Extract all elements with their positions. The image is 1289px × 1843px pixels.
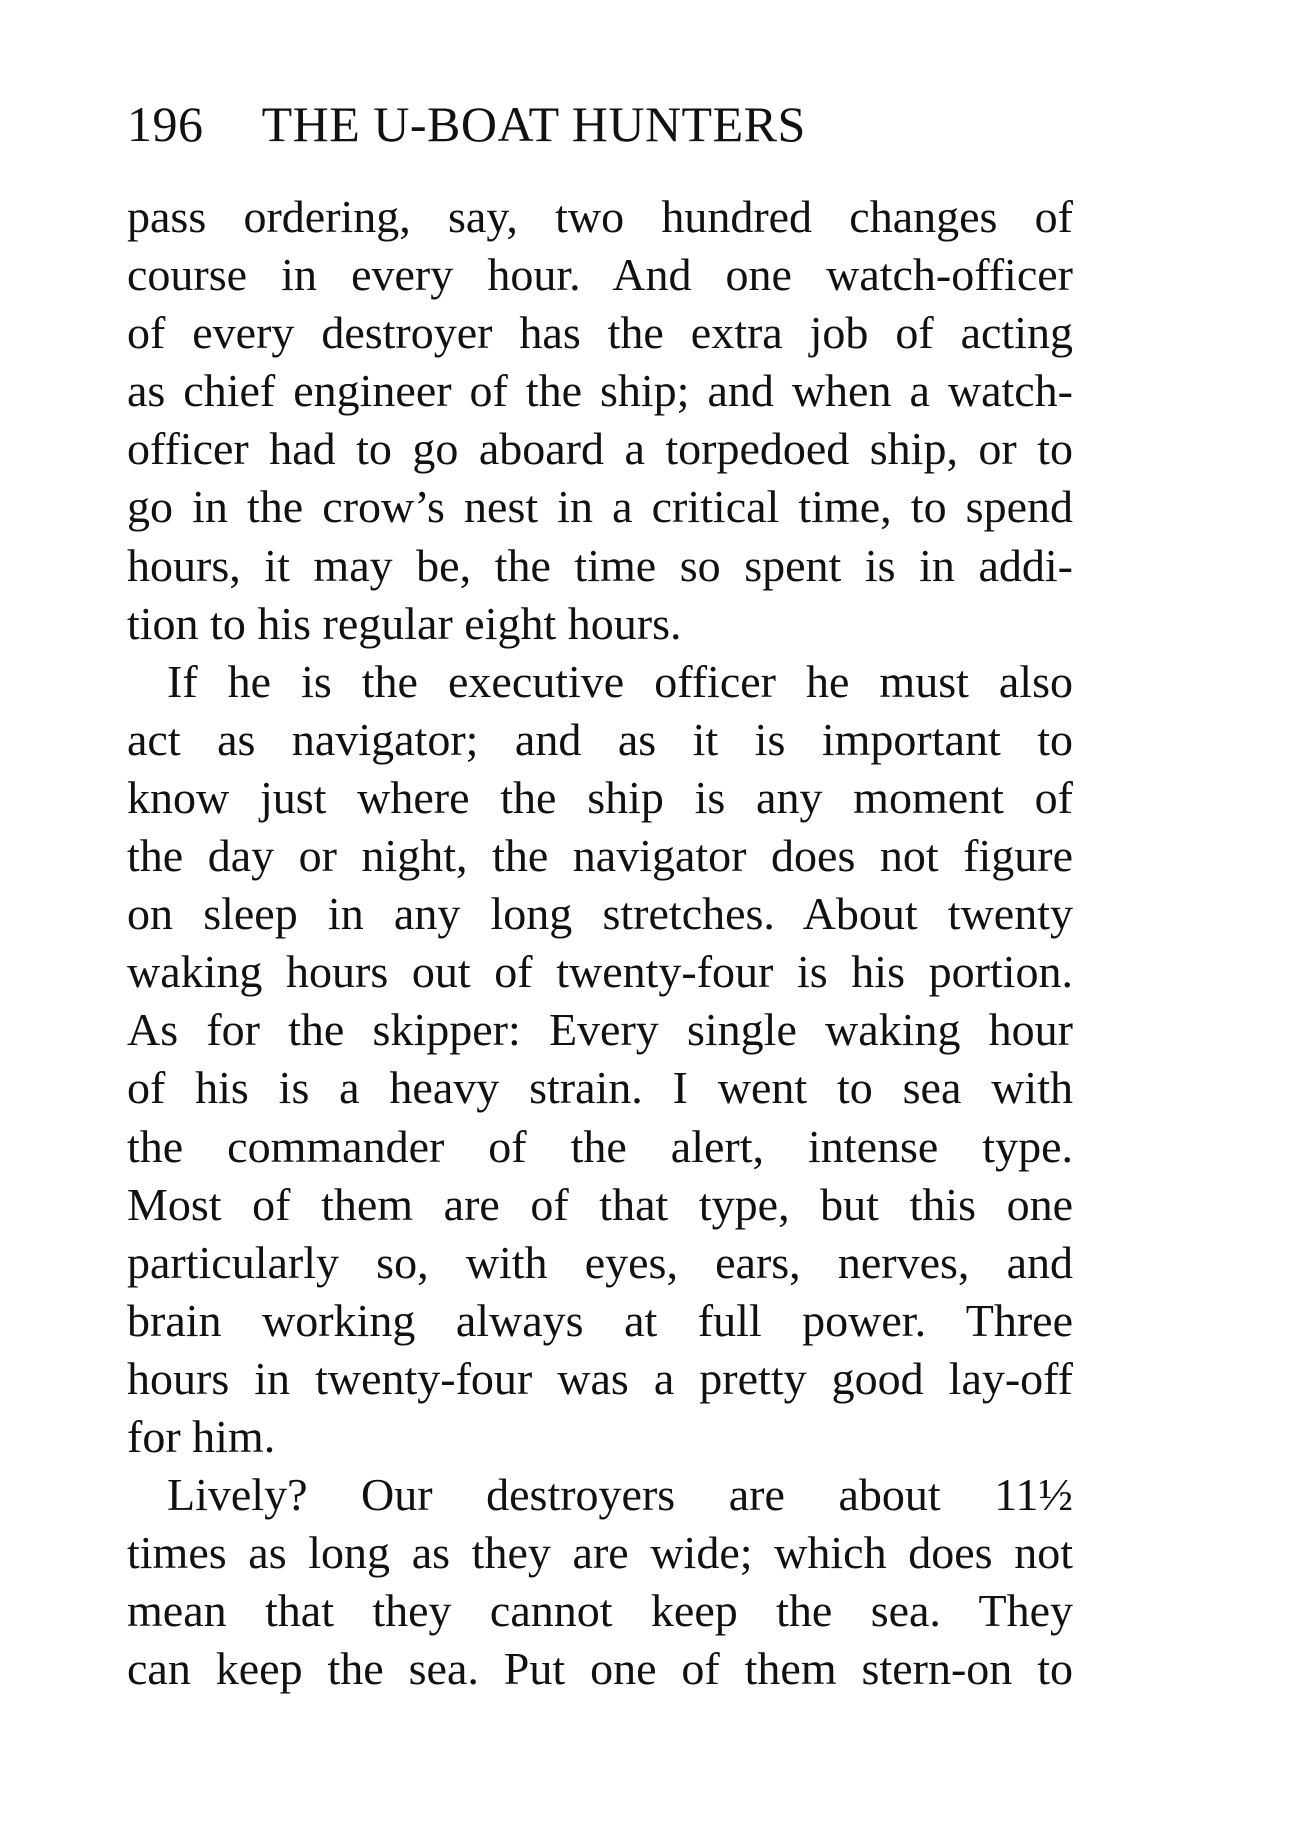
text-line: mean that they cannot keep the sea. They (127, 1585, 1073, 1637)
text-line: brain working always at full power. Three (127, 1294, 1073, 1346)
text-line: If he is the executive officer he must also (167, 655, 1073, 707)
text-line: times as long as they are wide; which does not (127, 1527, 1073, 1579)
text-line: the day or night, the navigator does not figure (127, 830, 1073, 882)
text-line: for him. (127, 1410, 276, 1462)
running-header (127, 95, 806, 153)
running-title: THE U-BOAT HUNTERS (261, 96, 806, 152)
text-line: go in the crow’s nest in a critical time, to spend (127, 481, 1073, 533)
text-line: Most of them are of that type, but this one (127, 1178, 1073, 1230)
text-line: hours, it may be, the time so spent is in addi- (127, 539, 1073, 591)
text-line: of his is a heavy strain. I went to sea with (127, 1062, 1073, 1114)
page-body-text (127, 188, 1073, 1698)
text-line: hours in twenty-four was a pretty good lay-off (127, 1352, 1073, 1404)
text-line: particularly so, with eyes, ears, nerves, and (127, 1236, 1073, 1288)
text-line: Lively? Our destroyers are about 11½ (167, 1469, 1073, 1521)
text-line: of every destroyer has the extra job of acting (127, 307, 1073, 359)
text-line: act as navigator; and as it is important to (127, 713, 1073, 765)
text-line: waking hours out of twenty-four is his portion. (127, 946, 1073, 998)
text-line: on sleep in any long stretches. About twenty (127, 888, 1073, 940)
text-line: course in every hour. And one watch-officer (127, 249, 1073, 301)
text-line: As for the skipper: Every single waking hour (127, 1004, 1073, 1056)
text-line: as chief engineer of the ship; and when a watch- (127, 365, 1073, 417)
text-line: can keep the sea. Put one of them stern-on to (127, 1643, 1073, 1695)
text-line: pass ordering, say, two hundred changes of (127, 191, 1073, 242)
text-line: know just where the ship is any moment of (127, 771, 1073, 823)
text-line: tion to his regular eight hours. (127, 597, 682, 649)
page-number: 196 (127, 96, 204, 152)
text-line: officer had to go aboard a torpedoed ship, or to (127, 423, 1073, 475)
text-line: the commander of the alert, intense type. (127, 1120, 1073, 1172)
